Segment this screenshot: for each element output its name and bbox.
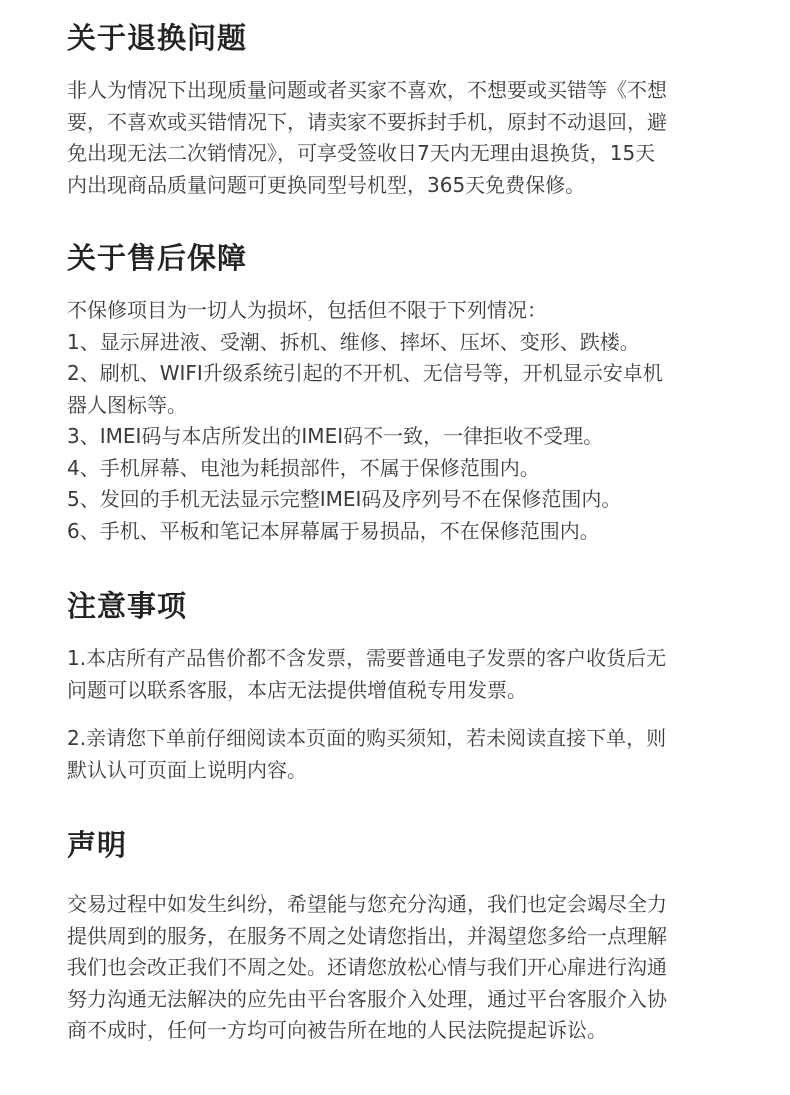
notes-line: 1.本店所有产品售价都不含发票，需要普通电子发票的客户收货后无 (67, 646, 667, 670)
returns-body (67, 75, 737, 201)
statement-body (67, 889, 737, 1047)
returns-line: 内出现商品质量问题可更换同型号机型，365天免费保修。 (67, 172, 586, 197)
statement-line: 我们也会改正我们不周之处。还请您放松心情与我们开心扉进行沟通 (67, 955, 667, 979)
aftersales-line: 3、IMEI码与本店所发出的IMEI码不一致，一律拒收不受理。 (67, 424, 604, 448)
aftersales-line: 4、手机屏幕、电池为耗损部件，不属于保修范围内。 (67, 455, 540, 480)
aftersales-line: 6、手机、平板和笔记本屏幕属于易损品，不在保修范围内。 (67, 518, 600, 543)
notes-line: 默认认可页面上说明内容。 (67, 757, 307, 782)
aftersales-line: 不保修项目为一切人为损坏，包括但不限于下列情况： (67, 298, 547, 322)
returns-line: 要，不喜欢或买错情况下，请卖家不要拆封手机，原封不动退回，避 (67, 109, 667, 134)
notes-paragraph-2 (67, 723, 737, 786)
notes-section (67, 586, 737, 786)
aftersales-line: 器人图标等。 (67, 392, 187, 417)
statement-line: 提供周到的服务，在服务不周之处请您指出，并渴望您多给一点理解 (67, 923, 667, 948)
returns-line: 非人为情况下出现质量问题或者买家不喜欢，不想要或买错等《不想 (67, 78, 667, 102)
aftersales-section (67, 238, 737, 547)
statement-section (67, 825, 737, 1047)
statement-line: 商不成时，任何一方均可向被告所在地的人民法院提起诉讼。 (67, 1018, 607, 1042)
aftersales-line: 1、显示屏进液、受潮、拆机、维修、摔坏、压坏、变形、跌楼。 (67, 329, 640, 354)
notes-line: 2.亲请您下单前仔细阅读本页面的购买须知，若未阅读直接下单，则 (67, 726, 667, 750)
statement-line: 努力沟通无法解决的应先由平台客服介入处理，通过平台客服介入协 (67, 986, 667, 1011)
notes-line: 问题可以联系客服，本店无法提供增值税专用发票。 (67, 677, 527, 702)
notes-paragraph-1 (67, 643, 737, 706)
aftersales-heading: 关于售后保障 (67, 241, 248, 275)
notes-heading: 注意事项 (67, 589, 188, 623)
returns-section (67, 18, 737, 201)
returns-heading: 关于退换问题 (67, 21, 248, 55)
aftersales-body (67, 295, 737, 547)
statement-heading: 声明 (67, 828, 128, 862)
aftersales-line: 2、刷机、WIFI升级系统引起的不开机、无信号等，开机显示安卓机 (67, 361, 663, 385)
returns-line: 免出现无法二次销情况》，可享受签收日7天内无理由退换货，15天 (67, 141, 656, 165)
aftersales-line: 5、发回的手机无法显示完整IMEI码及序列号不在保修范围内。 (67, 487, 622, 511)
statement-line: 交易过程中如发生纠纷，希望能与您充分沟通，我们也定会竭尽全力 (67, 892, 667, 916)
